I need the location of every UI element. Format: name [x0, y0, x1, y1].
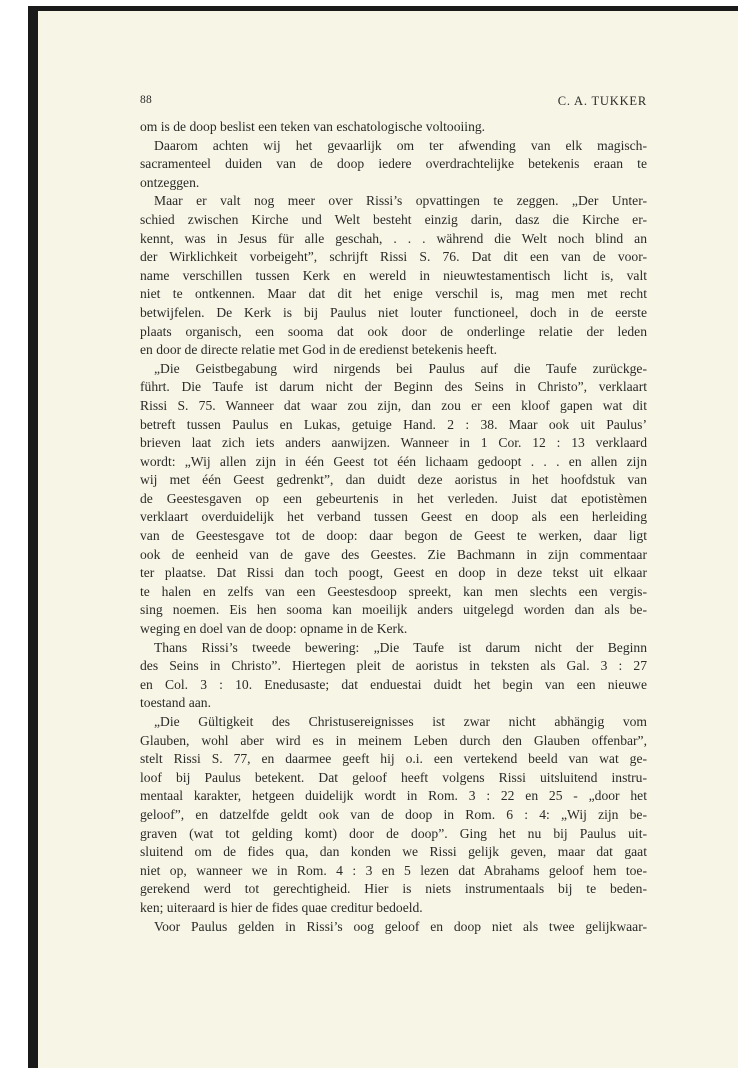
- text-line: schied zwischen Kirche und Welt besteht einzig darin, dasz die Kirche er-: [140, 211, 647, 227]
- text-line: gerekend werd tot gerechtigheid. Hier is niets instrumentaals bij te beden-: [140, 881, 647, 897]
- text-line: kennt, was in Jesus für alle geschah, . . . während die Welt noch blind an: [140, 230, 647, 246]
- text-line: führt. Die Taufe ist darum nicht der Beginn des Seins in Christo”, verklaart: [140, 379, 647, 395]
- text-line: sacramenteel duiden van de doop iedere overdrachtelijke betekenis eraan te: [140, 156, 647, 172]
- text-line: de Geestesgaven op een gebeurtenis in het verleden. Juist dat epotistèmen: [140, 490, 647, 506]
- text-line: om is de doop beslist een teken van eschatologische voltooiing.: [140, 119, 486, 134]
- text-line: verklaart overduidelijk het verband tussen Geest en doop als een herleiding: [140, 509, 647, 525]
- text-line: „Die Geistbegabung wird nirgends bei Paulus auf die Taufe zurückge-: [154, 360, 647, 376]
- text-line: van de Geestesgave tot de doop: daar begon de Geest te werken, daar ligt: [140, 528, 647, 544]
- text-line: niet op, wanneer we in Rom. 4 : 3 en 5 lezen dat Abrahams geloof hem toe-: [140, 862, 647, 878]
- page-number: 88: [140, 94, 153, 106]
- text-line: sluitend om de fides qua, dan konden we Rissi gelijk geven, maar dat gaat: [140, 844, 647, 860]
- text-line: der Wirklichkeit vorbeigeht”, schrijft Rissi S. 76. Dat dit een van de voor-: [140, 249, 647, 265]
- text-line: stelt Rissi S. 77, en daarmee geeft hij o.i. een vertekend beeld van wat ge-: [140, 751, 647, 767]
- text-line: Thans Rissi’s tweede bewering: „Die Taufe ist darum nicht der Beginn: [154, 639, 647, 655]
- text-line: ontzeggen.: [140, 174, 200, 190]
- text-line: Maar er valt nog meer over Rissi’s opvattingen te zeggen. „Der Unter-: [154, 193, 647, 209]
- text-line: Daarom achten wij het gevaarlijk om ter afwending van elk magisch-: [154, 137, 647, 153]
- text-line: toestand aan.: [140, 695, 211, 711]
- page-content: [140, 94, 647, 936]
- body-text: [140, 118, 647, 936]
- text-line: te halen en zelfs van een Geestesdoop spreekt, kan men slechts een vergis-: [140, 583, 647, 599]
- text-line: name verschillen tussen Kerk en wereld in nieuwtestamentisch licht is, valt: [140, 267, 647, 283]
- text-line: ook de eenheid van de gave des Geestes. Zie Bachmann in zijn commentaar: [140, 546, 647, 562]
- text-line: weging en doel van de doop: opname in de Kerk.: [140, 621, 408, 637]
- running-title: C. A. TUKKER: [557, 94, 647, 108]
- text-line: en door de directe relatie met God in de eredienst betekenis heeft.: [140, 342, 498, 358]
- text-line: betreft tussen Paulus en Lukas, getuige Hand. 2 : 38. Maar ook uit Paulus’: [140, 416, 647, 432]
- text-line: sing noemen. Eis hen sooma kan moeilijk anders uitgelegd worden dan als be-: [140, 602, 647, 618]
- text-line: Voor Paulus gelden in Rissi’s oog geloof en doop niet als twee gelijkwaar-: [154, 918, 647, 934]
- text-line: ter plaatse. Dat Rissi dan toch poogt, Geest en doop in deze tekst uit elkaar: [140, 565, 647, 581]
- text-line: en Col. 3 : 10. Enedusaste; dat enduestai duidt het begin van een nieuwe: [140, 676, 647, 692]
- text-line: wordt: „Wij allen zijn in één Geest tot één lichaam gedoopt . . . en allen zijn: [140, 453, 647, 469]
- text-line: „Die Gültigkeit des Christusereignisses ist zwar nicht abhängig vom: [154, 714, 647, 729]
- text-line: brieven laat zich iets anders aanwijzen. Wanneer in 1 Cor. 12 : 13 verklaard: [140, 435, 647, 451]
- text-line: ken; uiteraard is hier de fides quae creditur bedoeld.: [140, 899, 423, 915]
- text-line: wij met één Geest gedrenkt”, dan duidt deze aoristus in het hoofdstuk van: [140, 472, 647, 488]
- text-line: loof bij Paulus betekent. Dat geloof heeft volgens Rissi uitsluitend instru-: [140, 769, 647, 785]
- text-line: niet te ontkennen. Maar dat dit het enige verschil is, mag men met recht: [140, 286, 647, 302]
- text-line: geloof”, en datzelfde geldt ook van de doop in Rom. 6 : 4: „Wij zijn be-: [140, 806, 647, 822]
- text-line: mentaal karakter, hetgeen duidelijk wordt in Rom. 3 : 22 en 25 - „door het: [140, 788, 647, 804]
- text-line: plaats organisch, een sooma dat ook door de onderlinge relatie der leden: [140, 323, 647, 339]
- scan-border-left: [28, 6, 38, 1068]
- scan-border-top: [28, 6, 738, 11]
- text-line: betwijfelen. De Kerk is bij Paulus niet louter functioneel, doch in de eerste: [140, 304, 647, 320]
- text-line: graven (wat tot gelding komt) door de doop”. Ging het nu bij Paulus uit-: [140, 825, 647, 841]
- text-line: Rissi S. 75. Wanneer dat waar zou zijn, dan zou er een kloof gapen wat dit: [140, 397, 647, 413]
- running-head: [140, 94, 647, 116]
- text-line: des Seins in Christo”. Hiertegen pleit de aoristus in teksten als Gal. 3 : 27: [140, 658, 647, 674]
- text-line: Glauben, wohl aber wird es in meinem Leben durch den Glauben offenbar”,: [140, 732, 647, 748]
